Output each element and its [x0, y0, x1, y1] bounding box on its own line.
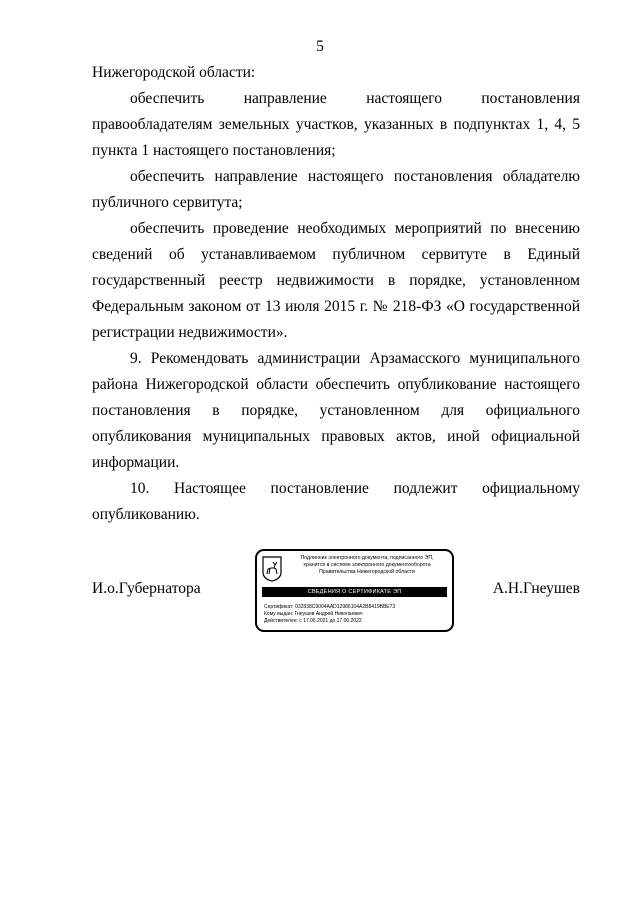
- signer-name: А.Н.Гнеушев: [492, 580, 580, 597]
- certificate-owner: Кому выдан: Гнеушев Андрей Николаевич: [264, 611, 363, 617]
- paragraph-notify-holder: обеспечить направление настоящего постановления обладателю публичного сервитута;: [92, 168, 580, 211]
- paragraph-item-9: 9. Рекомендовать администрации Арзамасского муниципального района Нижегородской области обеспечить опубликование настоящего постановления в порядке, установленном для официального опубликования муниципальных правовых актов, иной официальной информации.: [92, 350, 580, 471]
- paragraph-registry: обеспечить проведение необходимых мероприятий по внесению сведений об устанавливаемом публичном сервитуте в Единый государственный реестр недвижимости в порядке, установленном Федеральным законом от 13 июля 2015 г. № 218-ФЗ «О государственной регистрации недвижимости».: [92, 220, 580, 341]
- stamp-certificate-details: [264, 604, 395, 625]
- stamp-info-line: Правительства Нижегородской области: [319, 568, 415, 575]
- stamp-certificate-banner: СВЕДЕНИЯ О СЕРТИФИКАТЕ ЭП: [262, 587, 447, 597]
- document-body: [92, 60, 580, 528]
- page-number: 5: [316, 38, 324, 55]
- paragraph-intro: Нижегородской области:: [92, 64, 256, 81]
- stamp-info-text: [284, 555, 450, 575]
- stamp-info-line: хранится в системе электронного документооборота: [303, 561, 431, 568]
- certificate-validity: Действителен: с 17.06.2021 до 17.06.2022: [264, 618, 362, 624]
- electronic-signature-stamp: [255, 549, 454, 632]
- signer-position: И.о.Губернатора: [92, 580, 201, 597]
- paragraph-item-10: 10. Настоящее постановление подлежит официальному опубликованию.: [92, 480, 580, 523]
- stamp-info-line: Подлинник электронного документа, подписанного ЭП,: [300, 555, 434, 561]
- signature-block: [92, 549, 580, 634]
- paragraph-notify-owners: обеспечить направление настоящего постановления правообладателям земельных участков, указанных в подпунктах 1, 4, 5 пункта 1 настоящего постановления;: [92, 90, 580, 159]
- certificate-serial: Сертификат: 032838C9004AAD12986104A2B8419BBE73: [264, 604, 396, 610]
- deer-emblem-icon: [262, 556, 282, 582]
